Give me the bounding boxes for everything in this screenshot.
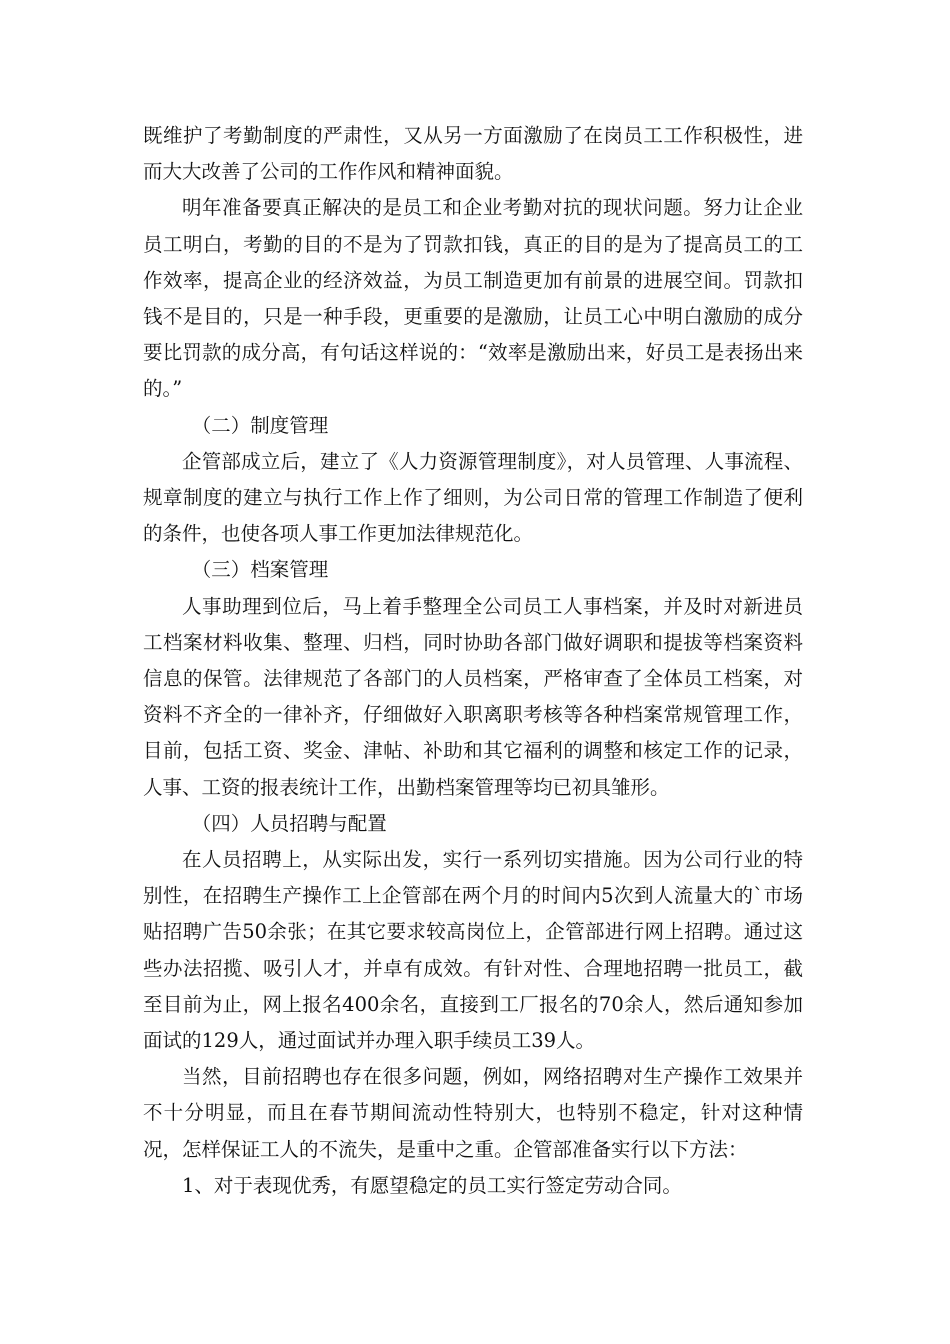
paragraph-system-management: 企管部成立后，建立了《人力资源管理制度》，对人员管理、人事流程、规章制度的建立与执行工作上作了细则，为公司日常的管理工作制造了便利的条件，也使各项人事工作更加法律规范化。 bbox=[143, 449, 803, 546]
paragraph-archive-management: 人事助理到位后，马上着手整理全公司员工人事档案，并及时对新进员工档案材料收集、整理、归档，同时协助各部门做好调职和提拔等档案资料信息的保管。法律规范了各部门的人员档案，严格审查了全体员工档案，对资料不齐全的一律补齐，仔细做好入职离职考核等各种档案常规管理工作，目前，包括工资、奖金、津帖、补助和其它福利的调整和核定工作的记录，人事、工资的报表统计工作，出勤档案管理等均已初具雏形。 bbox=[143, 594, 803, 799]
paragraph-continuation: 既维护了考勤制度的严肃性，又从另一方面激励了在岗员工工作积极性，进而大大改善了公司的工作作风和精神面貌。 bbox=[143, 124, 803, 184]
paragraph-recruitment-problems: 当然，目前招聘也存在很多问题，例如，网络招聘对生产操作工效果并不十分明显，而且在春节期间流动性特别大，也特别不稳定，针对这种情况，怎样保证工人的不流失，是重中之重。企管部准备实行以下方法： bbox=[143, 1065, 803, 1161]
list-item-1: 1、对于表现优秀，有愿望稳定的员工实行签定劳动合同。 bbox=[182, 1173, 682, 1197]
section-heading-system-management: （二）制度管理 bbox=[191, 413, 329, 437]
section-heading-archive-management: （三）档案管理 bbox=[191, 558, 329, 582]
section-heading-recruitment: （四）人员招聘与配置 bbox=[191, 811, 387, 835]
paragraph-recruitment: 在人员招聘上，从实际出发，实行一系列切实措施。因为公司行业的特别性，在招聘生产操作工上企管部在两个月的时间内5次到人流量大的`市场贴招聘广告50余张；在其它要求较高岗位上，企管部进行网上招聘。通过这些办法招揽、吸引人才，并卓有成效。有针对性、合理地招聘一批员工，截至目前为止，网上报名400余名，直接到工厂报名的70余人，然后通知参加面试的129人，通过面试并办理入职手续员工39人。 bbox=[143, 848, 803, 1053]
paragraph-attendance-plan: 明年准备要真正解决的是员工和企业考勤对抗的现状问题。努力让企业员工明白，考勤的目的不是为了罚款扣钱，真正的目的是为了提高员工的工作效率，提高企业的经济效益，为员工制造更加有前景的进展空间。罚款扣钱不是目的，只是一种手段，更重要的是激励，让员工心中明白激励的成分要比罚款的成分高，有句话这样说的：“效率是激励出来，好员工是表扬出来的。” bbox=[143, 196, 803, 401]
document-body bbox=[143, 118, 803, 1204]
